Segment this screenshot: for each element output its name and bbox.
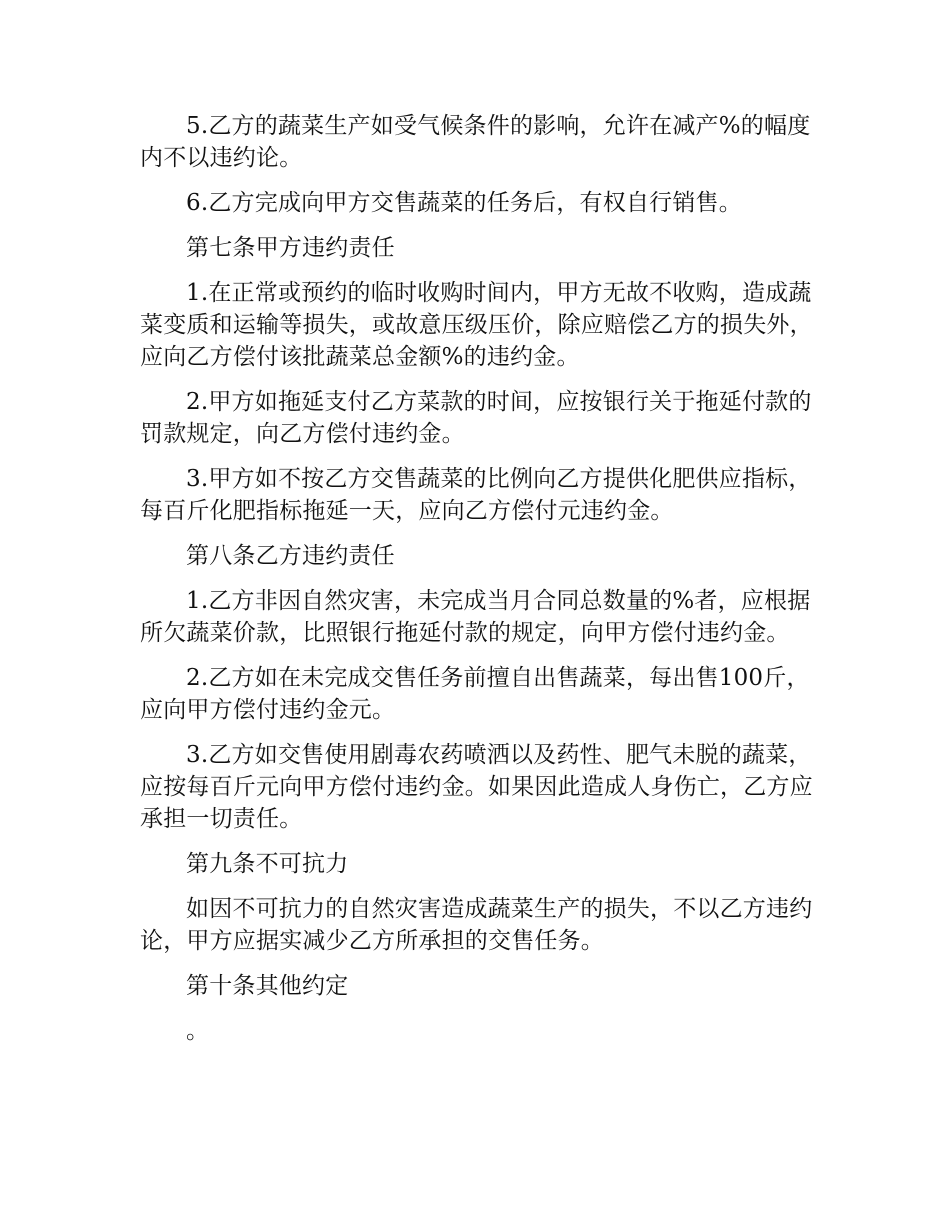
article-9-paragraph: 如因不可抗力的自然灾害造成蔬菜生产的损失，不以乙方违约论，甲方应据实减少乙方所承担的交售任务。 — [140, 896, 813, 954]
document-body — [140, 110, 820, 1060]
clause-6-paragraph: 6.乙方完成向甲方交售蔬菜的任务后，有权自行销售。 — [186, 190, 742, 216]
article-8-heading: 第八条乙方违约责任 — [186, 543, 395, 569]
clause-5-paragraph: 5.乙方的蔬菜生产如受气候条件的影响，允许在减产%的幅度内不以违约论。 — [140, 113, 811, 171]
article-7-heading: 第七条甲方违约责任 — [186, 235, 395, 261]
article-7-item-2: 2.甲方如拖延支付乙方菜款的时间，应按银行关于拖延付款的罚款规定，向乙方偿付违约金。 — [140, 389, 812, 447]
article-7-item-1: 1.在正常或预约的临时收购时间内，甲方无故不收购，造成蔬菜变质和运输等损失，或故意压级压价，除应赔偿乙方的损失外，应向乙方偿付该批蔬菜总金额%的违约金。 — [140, 280, 813, 370]
article-10-paragraph: 。 — [186, 1018, 210, 1044]
article-8-item-1: 1.乙方非因自然灾害，未完成当月合同总数量的%者，应根据所欠蔬菜价款，比照银行拖延付款的规定，向甲方偿付违约金。 — [140, 588, 811, 646]
article-10-heading: 第十条其他约定 — [186, 973, 349, 999]
article-9-heading: 第九条不可抗力 — [186, 851, 349, 877]
article-8-item-3: 3.乙方如交售使用剧毒农药喷洒以及药性、肥气未脱的蔬菜，应按每百斤元向甲方偿付违约金。如果因此造成人身伤亡，乙方应承担一切责任。 — [140, 742, 813, 832]
article-7-item-3: 3.甲方如不按乙方交售蔬菜的比例向乙方提供化肥供应指标，每百斤化肥指标拖延一天，应向乙方偿付元违约金。 — [140, 466, 812, 524]
article-8-item-2: 2.乙方如在未完成交售任务前擅自出售蔬菜，每出售100斤，应向甲方偿付违约金元。 — [140, 665, 810, 723]
